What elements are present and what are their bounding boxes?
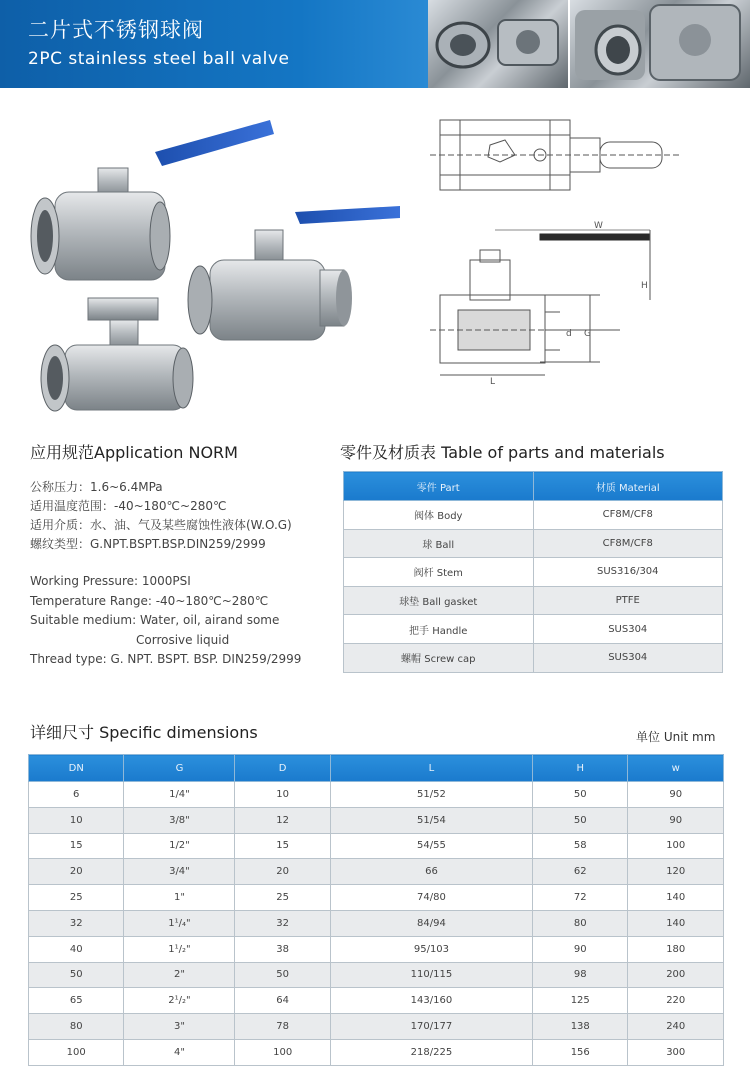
parts-row-cell: 阀杆 Stem (344, 558, 534, 587)
product-illustration-area (0, 100, 750, 420)
dimensions-row-cell: 240 (628, 1014, 724, 1040)
dimensions-row-cell: 74/80 (330, 885, 532, 911)
dimensions-row (29, 833, 724, 859)
dimensions-row-cell: 25 (29, 885, 124, 911)
parts-row-cell: SUS304 (533, 615, 723, 644)
dimensions-row (29, 1014, 724, 1040)
parts-header-part: 零件 Part (344, 472, 534, 501)
parts-table-header (344, 472, 723, 501)
norm-en-thread: Thread type: G. NPT. BSPT. BSP. DIN259/2999 (30, 652, 302, 666)
dimensions-row-cell: 32 (235, 910, 330, 936)
parts-row (344, 529, 723, 558)
dimensions-row-cell: 100 (628, 833, 724, 859)
parts-row-cell: SUS316/304 (533, 558, 723, 587)
dimensions-row-cell: 1¹/₂" (124, 936, 235, 962)
dim-header-w: w (628, 755, 724, 782)
dimensions-row-cell: 90 (628, 807, 724, 833)
page-header (0, 0, 750, 88)
parts-row (344, 615, 723, 644)
dimensions-row-cell: 125 (533, 988, 628, 1014)
parts-row-cell: SUS304 (533, 643, 723, 672)
parts-row-cell: 球 Ball (344, 529, 534, 558)
norm-en-medium: Suitable medium: Water, oil, airand some (30, 613, 280, 627)
top-view-drawing (430, 120, 680, 190)
dimensions-title: 详细尺寸 Specific dimensions (30, 723, 258, 742)
dimensions-unit: 单位 Unit mm (636, 730, 716, 744)
dimensions-row-cell: 50 (533, 782, 628, 808)
dimensions-row-cell: 3/8" (124, 807, 235, 833)
parts-row-cell: 把手 Handle (344, 615, 534, 644)
norm-cn-temperature: 适用温度范围：-40~180℃~280℃ (30, 499, 227, 513)
norm-en-pressure: Working Pressure: 1000PSI (30, 574, 191, 588)
dimensions-row-cell: 200 (628, 962, 724, 988)
dimensions-row-cell: 138 (533, 1014, 628, 1040)
dimensions-row-cell: 156 (533, 1039, 628, 1065)
dimensions-row (29, 988, 724, 1014)
dimensions-row-cell: 58 (533, 833, 628, 859)
dim-label-w: W (594, 221, 603, 231)
parts-header-material: 材质 Material (533, 472, 723, 501)
dimensions-row (29, 859, 724, 885)
dim-header-d: D (235, 755, 330, 782)
dimensions-row (29, 910, 724, 936)
dimensions-row-cell: 1/4" (124, 782, 235, 808)
valve-photo-2 (41, 298, 193, 411)
dimensions-row-cell: 300 (628, 1039, 724, 1065)
dimensions-row-cell: 32 (29, 910, 124, 936)
page-title-en: 2PC stainless steel ball valve (28, 49, 290, 69)
dim-label-h: H (641, 281, 648, 291)
dimensions-row-cell: 3/4" (124, 859, 235, 885)
parts-table (343, 471, 723, 673)
dimensions-row-cell: 10 (235, 782, 330, 808)
page-title-cn: 二片式不锈钢球阀 (28, 18, 204, 42)
dimensions-row-cell: 143/160 (330, 988, 532, 1014)
dimensions-row-cell: 120 (628, 859, 724, 885)
dimensions-row-cell: 4" (124, 1039, 235, 1065)
dimensions-row-cell: 140 (628, 910, 724, 936)
dimensions-row-cell: 170/177 (330, 1014, 532, 1040)
application-norm-cn (30, 478, 292, 554)
parts-table-body (344, 501, 723, 673)
dimensions-row-cell: 25 (235, 885, 330, 911)
dimensions-row-cell: 72 (533, 885, 628, 911)
header-photo-valve-parts (428, 0, 568, 88)
dim-label-l: L (490, 377, 496, 387)
dimensions-row-cell: 51/54 (330, 807, 532, 833)
dimensions-table (28, 754, 724, 1066)
dimensions-row-cell: 10 (29, 807, 124, 833)
norm-en-temperature: Temperature Range: -40~180℃~280℃ (30, 593, 269, 608)
norm-cn-thread: 螺纹类型：G.NPT.BSPT.BSP.DIN259/2999 (30, 537, 266, 551)
parts-row-cell: 阀体 Body (344, 501, 534, 530)
dim-header-dn: DN (29, 755, 124, 782)
dimensions-row-cell: 110/115 (330, 962, 532, 988)
dimensions-row-cell: 64 (235, 988, 330, 1014)
norm-en-medium-cont: Corrosive liquid (136, 632, 230, 647)
dimensions-row-cell: 100 (29, 1039, 124, 1065)
parts-row-cell: PTFE (533, 586, 723, 615)
dimensions-row-cell: 65 (29, 988, 124, 1014)
product-illustration (0, 100, 750, 420)
dimensions-row (29, 885, 724, 911)
dimensions-row-cell: 15 (29, 833, 124, 859)
dimensions-row-cell: 180 (628, 936, 724, 962)
dimensions-row (29, 1039, 724, 1065)
dim-header-g: G (124, 755, 235, 782)
norm-cn-pressure: 公称压力：1.6~6.4MPa (30, 480, 163, 494)
parts-table-title: 零件及材质表 Table of parts and materials (340, 443, 665, 462)
dimensions-row (29, 807, 724, 833)
application-norm-title: 应用规范Application NORM (30, 443, 238, 462)
dimensions-row-cell: 20 (29, 859, 124, 885)
dim-header-h: H (533, 755, 628, 782)
dimensions-row-cell: 40 (29, 936, 124, 962)
dimensions-row-cell: 140 (628, 885, 724, 911)
parts-row (344, 643, 723, 672)
parts-row (344, 586, 723, 615)
dim-label-d: d (566, 329, 572, 339)
dim-label-g: G (584, 329, 591, 339)
dimensions-row-cell: 100 (235, 1039, 330, 1065)
dimensions-row-cell: 15 (235, 833, 330, 859)
parts-row-cell: CF8M/CF8 (533, 529, 723, 558)
dimensions-row-cell: 2" (124, 962, 235, 988)
dimensions-row (29, 936, 724, 962)
dimensions-row-cell: 220 (628, 988, 724, 1014)
dimensions-row-cell: 66 (330, 859, 532, 885)
section-view-drawing (430, 230, 650, 375)
application-norm-en (30, 572, 301, 670)
parts-row (344, 501, 723, 530)
dimensions-row-cell: 1/2" (124, 833, 235, 859)
valve-photo-1 (31, 120, 274, 280)
dimensions-row-cell: 3" (124, 1014, 235, 1040)
dimensions-row-cell: 54/55 (330, 833, 532, 859)
dimensions-row (29, 782, 724, 808)
dimensions-table-body (29, 782, 724, 1066)
dimensions-row-cell: 78 (235, 1014, 330, 1040)
dimensions-row-cell: 6 (29, 782, 124, 808)
header-banner (0, 0, 428, 88)
dimensions-row-cell: 38 (235, 936, 330, 962)
dimensions-row-cell: 50 (29, 962, 124, 988)
header-photo-valve-body (570, 0, 750, 88)
dimensions-row (29, 962, 724, 988)
dimensions-row-cell: 80 (533, 910, 628, 936)
parts-row-cell: 球垫 Ball gasket (344, 586, 534, 615)
dimensions-row-cell: 90 (533, 936, 628, 962)
dimensions-row-cell: 62 (533, 859, 628, 885)
norm-cn-medium: 适用介质：水、油、气及某些腐蚀性液体(W.O.G) (30, 518, 292, 532)
dim-header-l: L (330, 755, 532, 782)
dimensions-row-cell: 95/103 (330, 936, 532, 962)
dimensions-table-header (29, 755, 724, 782)
dimensions-row-cell: 84/94 (330, 910, 532, 936)
dimensions-row-cell: 50 (235, 962, 330, 988)
dimensions-row-cell: 50 (533, 807, 628, 833)
dimensions-row-cell: 2¹/₂" (124, 988, 235, 1014)
parts-row-cell: CF8M/CF8 (533, 501, 723, 530)
dimensions-row-cell: 90 (628, 782, 724, 808)
dimensions-row-cell: 51/52 (330, 782, 532, 808)
dimensions-row-cell: 1¹/₄" (124, 910, 235, 936)
dimensions-row-cell: 12 (235, 807, 330, 833)
dimensions-row-cell: 1" (124, 885, 235, 911)
dimensions-row-cell: 20 (235, 859, 330, 885)
dimensions-row-cell: 80 (29, 1014, 124, 1040)
valve-photo-3 (188, 206, 400, 340)
dimensions-row-cell: 218/225 (330, 1039, 532, 1065)
dimensions-row-cell: 98 (533, 962, 628, 988)
parts-row (344, 558, 723, 587)
parts-row-cell: 螺帽 Screw cap (344, 643, 534, 672)
